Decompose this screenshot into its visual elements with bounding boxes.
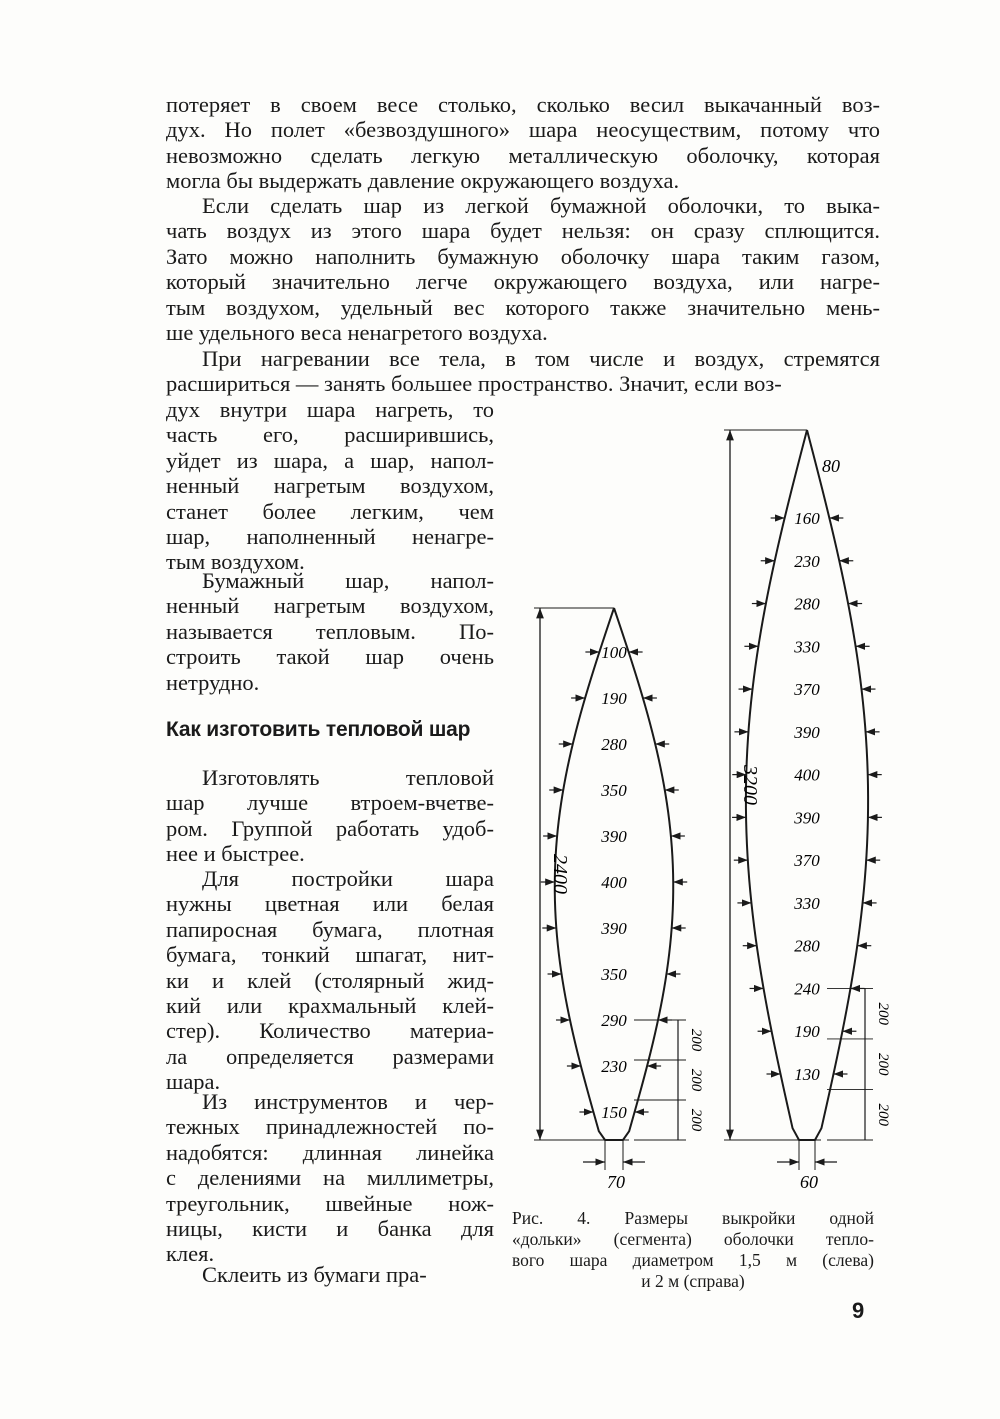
width-label: 280 (794, 594, 820, 614)
text-line: называется тепловым. По- (166, 618, 494, 644)
text-line: папиросная бумага, плотная (166, 916, 494, 942)
width-label: 230 (794, 551, 820, 571)
paragraph-2 (166, 193, 880, 345)
bottom-width-label: 70 (607, 1172, 625, 1192)
text-line: тежных принадлежностей по- (166, 1114, 494, 1140)
text-line: Если сделать шар из легкой бумажной оболочки, то выка- (202, 193, 880, 218)
text-line: нужны цветная или белая (166, 891, 494, 917)
paragraph-6 (166, 866, 494, 1095)
text-line: стер). Количество материа- (166, 1018, 494, 1044)
top-width-label: 80 (822, 456, 840, 476)
text-line: ром. Группой работать удоб- (166, 815, 494, 841)
width-label: 390 (601, 919, 627, 938)
width-label: 190 (794, 1022, 820, 1042)
width-label: 350 (601, 781, 627, 800)
width-label: 400 (601, 873, 627, 892)
text-line: шар лучше втроем-вчетве- (166, 790, 494, 816)
paragraph-5 (166, 765, 494, 867)
width-label: 160 (794, 509, 820, 528)
text-line: часть его, расширившись, (166, 422, 494, 448)
width-label: 370 (794, 680, 820, 700)
paragraph-intro (166, 92, 880, 194)
text-line: строить такой шар очень (166, 644, 494, 670)
text-line: ненный нагретым воздухом, (166, 473, 494, 499)
width-label: 390 (601, 827, 627, 846)
text-line: станет более легким, чем (166, 498, 494, 524)
spacing-label: 200 (688, 1108, 704, 1132)
text-line: ки и клей (столярный жид- (166, 967, 494, 993)
text-line: Склеить из бумаги пра- (202, 1262, 427, 1287)
width-label: 190 (601, 689, 627, 708)
spacing-label: 200 (688, 1068, 704, 1092)
text-line: ницы, кисти и банка для (166, 1216, 494, 1242)
paragraph-4 (166, 568, 494, 695)
width-label: 280 (601, 735, 627, 754)
width-label: 370 (794, 851, 820, 871)
figure-caption (512, 1208, 874, 1292)
text-line: шар, наполненный ненагре- (166, 524, 494, 550)
text-line: Изготовлять тепловой (202, 765, 494, 790)
text-line: треугольник, швейные нож- (166, 1190, 494, 1216)
width-label: 230 (601, 1057, 627, 1076)
right-gore (724, 430, 891, 1192)
text-line: Рис. 4. Размеры выкройки одной (512, 1208, 874, 1228)
text-line: потеряет в своем весе столько, сколько весил выкачанный воз- (166, 92, 880, 117)
width-label: 240 (794, 979, 820, 999)
text-line: невозможно сделать легкую металлическую оболочку, которая (166, 142, 880, 168)
width-label: 280 (794, 936, 820, 956)
text-line: чать воздух из этого шара будет нельзя: он сразу сплющится. (166, 218, 880, 244)
text-line: бумага, тонкий шпагат, нит- (166, 942, 494, 968)
text-line: Зато можно наполнить бумажную оболочку шара таким газом, (166, 243, 880, 269)
width-label: 390 (794, 808, 820, 828)
text-line: дух. Но полет «безвоздушного» шара неосуществим, потому что (166, 117, 880, 143)
left-gore (534, 608, 704, 1192)
paragraph-7 (166, 1089, 494, 1267)
text-line: вого шара диаметром 1,5 м (слева) (512, 1250, 874, 1270)
text-line: ненный нагретым воздухом, (166, 593, 494, 619)
width-label: 330 (794, 637, 820, 657)
text-line: ше удельного веса ненагретого воздуха. (166, 320, 548, 346)
text-line: нее и быстрее. (166, 841, 305, 867)
paragraph-3-column (166, 397, 494, 575)
gore-pattern-figure (500, 420, 900, 1200)
width-label: 350 (601, 965, 627, 984)
width-label: 400 (794, 765, 820, 785)
text-line: и 2 м (справа) (641, 1271, 745, 1291)
spacing-label: 200 (875, 1002, 891, 1025)
text-line: «дольки» (сегмента) оболочки тепло- (512, 1229, 874, 1249)
height-label: 3200 (739, 765, 761, 805)
width-label: 330 (794, 893, 820, 913)
text-line: тым воздухом. (166, 549, 305, 575)
text-line: уйдет из шара, а шар, напол- (166, 447, 494, 473)
section-heading: Как изготовить тепловой шар (166, 718, 471, 741)
text-line: клея. (166, 1241, 215, 1267)
text-line: могла бы выдержать давление окружающего воздуха. (166, 168, 680, 194)
width-label: 130 (794, 1065, 820, 1084)
text-line: Из инструментов и чер- (202, 1089, 494, 1114)
width-label: 150 (601, 1103, 627, 1122)
text-line: нетрудно. (166, 669, 260, 695)
text-line: дух внутри шара нагреть, то (166, 397, 494, 422)
text-line: При нагревании все тела, в том числе и воздух, стремятся (202, 346, 880, 371)
width-label: 290 (601, 1011, 627, 1030)
text-line: ла определяется размерами (166, 1043, 494, 1069)
text-line: кий или крахмальный клей- (166, 993, 494, 1019)
text-line: с делениями на миллиметры, (166, 1165, 494, 1191)
spacing-label: 200 (688, 1028, 704, 1052)
spacing-label: 200 (875, 1103, 891, 1126)
bottom-width-label: 60 (800, 1172, 818, 1192)
text-line: расшириться — занять большее пространство. Значит, если воз- (166, 371, 782, 397)
paragraph-3-wide (166, 346, 880, 397)
paragraph-8 (166, 1262, 494, 1287)
text-line: Для постройки шара (202, 866, 494, 891)
page-number: 9 (852, 1298, 865, 1323)
text-line: тым воздухом, удельный вес которого также значительно мень- (166, 294, 880, 320)
width-label: 390 (794, 722, 820, 742)
height-label: 2400 (549, 854, 571, 894)
text-line: Бумажный шар, напол- (202, 568, 494, 593)
spacing-label: 200 (875, 1052, 891, 1076)
text-line: шара. (166, 1069, 221, 1095)
width-label: 100 (601, 643, 627, 662)
text-line: который значительно легче окружающего воздуха, или нагре- (166, 269, 880, 295)
text-line: надобятся: длинная линейка (166, 1139, 494, 1165)
